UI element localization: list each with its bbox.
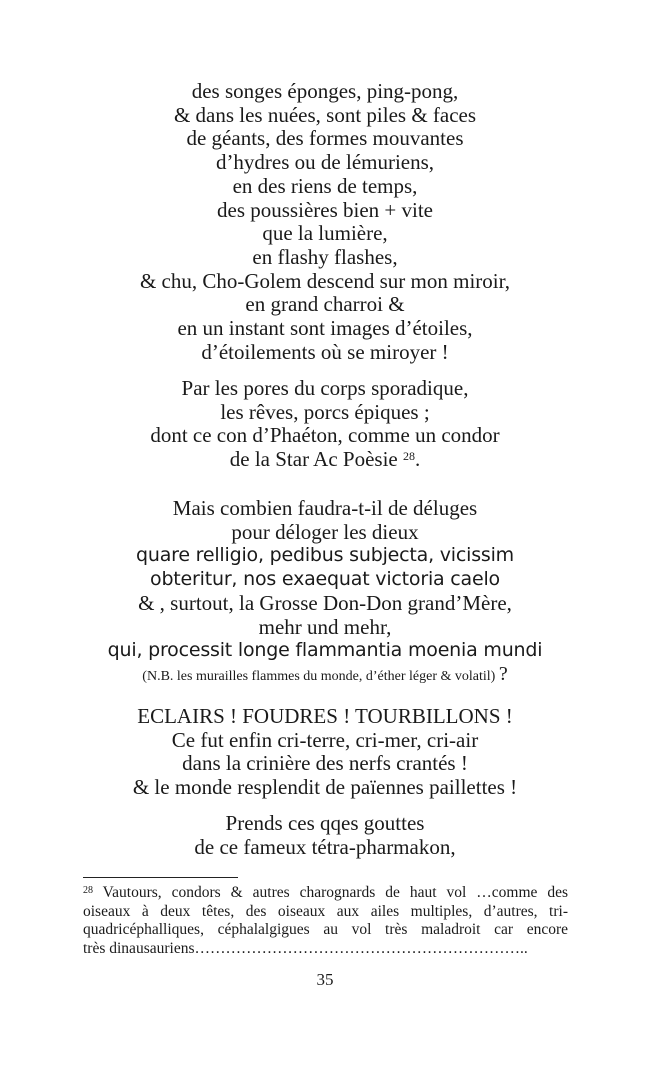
verse-line: les rêves, porcs épiques ; xyxy=(220,399,430,424)
footnote-separator xyxy=(83,877,238,878)
latin-verse-line: obteritur, nos exaequat victoria caelo xyxy=(150,568,500,591)
footnote-reference[interactable]: 28 xyxy=(402,449,415,464)
verse-line: & , surtout, la Grosse Don-Don grand’Mère, xyxy=(138,590,512,615)
question-mark: ? xyxy=(498,662,508,685)
footnote-text: Vautours, condors & autres charognards de haut vol …comme des xyxy=(93,884,568,901)
verse-line: des poussières bien + vite xyxy=(217,197,433,222)
verse-line-with-footnote-ref xyxy=(0,448,650,472)
verse-line: & le monde resplendit de païennes paillettes ! xyxy=(132,775,518,800)
verse-line: en grand charroi & xyxy=(245,292,405,317)
verse-punctuation: . xyxy=(414,447,421,472)
verse-line: d’hydres ou de lémuriens, xyxy=(215,150,435,175)
stanza-3 xyxy=(0,497,650,689)
verse-line: Prends ces qqes gouttes xyxy=(225,811,425,835)
verse-line: que la lumière, xyxy=(262,221,388,246)
footnote-number: 28 xyxy=(83,885,93,896)
verse-line: Par les pores du corps sporadique, xyxy=(181,376,469,400)
latin-verse-line: quare relligio, pedibus subjecta, vicissim xyxy=(136,544,514,567)
verse-line: de géants, des formes mouvantes xyxy=(186,126,464,151)
nota-bene-line xyxy=(0,663,650,689)
verse-line: Ce fut enfin cri-terre, cri-mer, cri-air xyxy=(171,727,479,752)
verse-line: & chu, Cho-Golem descend sur mon miroir, xyxy=(139,268,511,293)
page-number: 35 xyxy=(316,970,334,989)
verse-line: en flashy flashes, xyxy=(252,244,398,269)
verse-line: dans la crinière des nerfs crantés ! xyxy=(182,751,468,776)
footnote-line: quadricéphalliques, céphalalgigues au vol très maladroit car encore xyxy=(83,921,568,939)
stanza-2 xyxy=(0,377,650,472)
nota-bene-text: (N.B. les murailles flammes du monde, d’éther léger & volatil) xyxy=(142,668,496,684)
verse-line: des songes éponges, ping-pong, xyxy=(191,79,459,103)
footnote-line xyxy=(83,884,568,903)
verse-line: ECLAIRS ! FOUDRES ! TOURBILLONS ! xyxy=(137,704,513,728)
footnote-line: oiseaux à deux têtes, des oiseaux aux ailes multiples, d’autres, tri- xyxy=(83,902,568,920)
stanza-1 xyxy=(0,80,650,364)
verse-text: de la Star Ac Poèsie xyxy=(229,447,403,472)
verse-line: en un instant sont images d’étoiles, xyxy=(177,316,473,341)
stanza-5 xyxy=(0,812,650,859)
verse-line: dont ce con d’Phaéton, comme un condor xyxy=(150,423,500,448)
verse-line: mehr und mehr, xyxy=(258,614,392,639)
footnote-line: très dinausauriens……………………………………………………….. xyxy=(83,939,528,957)
verse-line: Mais combien faudra-t-il de déluges xyxy=(172,496,478,520)
verse-line: en des riens de temps, xyxy=(232,173,418,198)
footnote xyxy=(83,884,568,958)
verse-line: d’étoilements où se miroyer ! xyxy=(201,339,449,364)
latin-verse-line: qui, processit longe flammantia moenia mundi xyxy=(107,639,543,662)
verse-line: de ce fameux tétra-pharmakon, xyxy=(194,834,456,859)
stanza-4 xyxy=(0,705,650,800)
verse-line: pour déloger les dieux xyxy=(231,519,419,544)
verse-line: & dans les nuées, sont piles & faces xyxy=(173,102,477,127)
